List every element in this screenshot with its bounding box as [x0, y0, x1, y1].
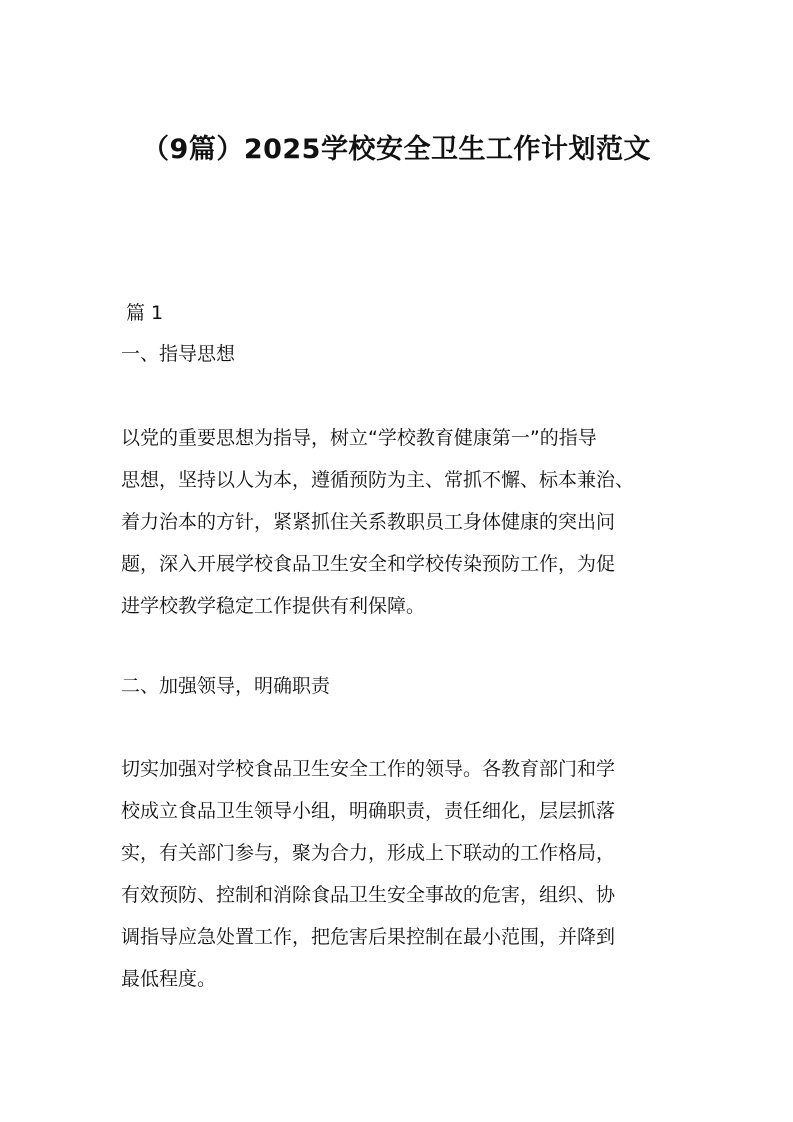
section-heading-2: 二、加强领导，明确职责: [121, 675, 331, 697]
document-title: （9篇）2025学校安全卫生工作计划范文: [142, 134, 651, 165]
chapter-label: 篇 1: [126, 302, 164, 324]
section-body-1: 以党的重要思想为指导，树立“学校教育健康第一”的指导 思想，坚持以人为本，遵循预防为主、常抓不懈、标本兼治、 着力治本的方针，紧紧抓住关系教职员工身体健康的突出问 题，深入开展学校食品卫生安全和学校传染预防工作，为促 进学校教学稳定工作提供有利保障。: [121, 427, 635, 617]
section-body-2: 切实加强对学校食品卫生安全工作的领导。各教育部门和学 校成立食品卫生领导小组，明确职责，责任细化，层层抓落 实，有关部门参与，聚为合力，形成上下联动的工作格局， 有效预防、控制和消除食品卫生安全事故的危害，组织、协 调指导应急处置工作，把危害后果控制在最小范围，并降到 最低程度。: [121, 758, 616, 990]
section-heading-1: 一、指导思想: [121, 343, 236, 365]
